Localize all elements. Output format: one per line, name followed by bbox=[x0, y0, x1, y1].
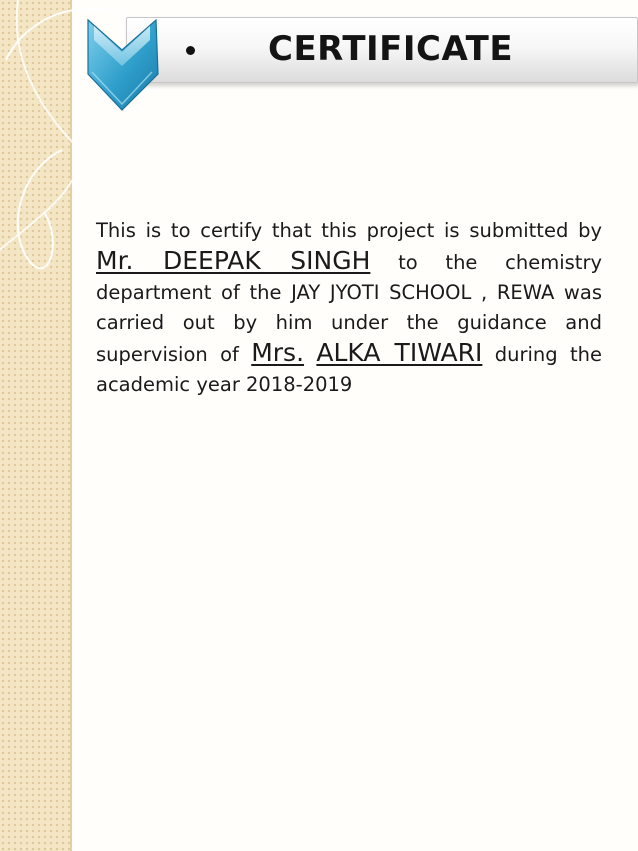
teacher-prefix: Mrs. bbox=[251, 338, 305, 367]
page-title: CERTIFICATE bbox=[268, 29, 514, 69]
title-bullet bbox=[186, 46, 195, 55]
decorative-swirl-lines bbox=[0, 0, 140, 851]
certificate-body bbox=[96, 216, 602, 400]
chevron-badge-icon bbox=[86, 16, 162, 114]
certificate-middle: to the chemistry department of the JAY JYOTI SCHOOL , REWA was carried out by him under the guidance and supervision of bbox=[96, 251, 603, 366]
student-name: Mr. DEEPAK SINGH bbox=[96, 246, 371, 275]
certificate-ending: during the academic year 2018-2019 bbox=[96, 343, 602, 396]
certificate-intro: This is to certify that this project is submitted by bbox=[96, 219, 602, 242]
teacher-name: ALKA TIWARI bbox=[316, 338, 483, 367]
